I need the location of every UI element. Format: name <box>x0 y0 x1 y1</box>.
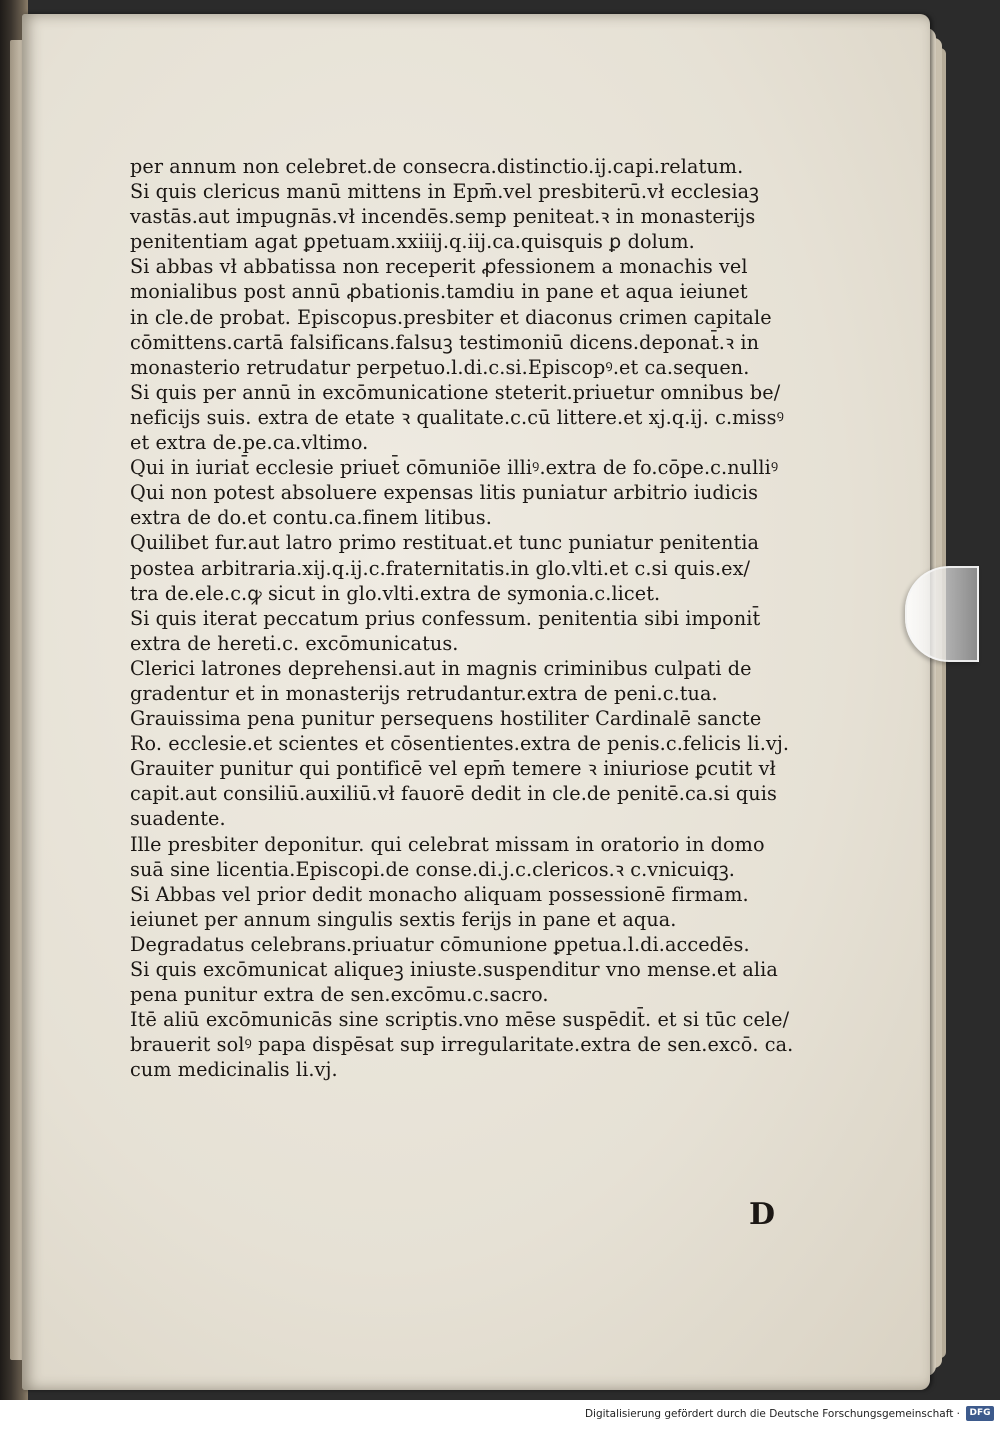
text-line: monasterio retrudatur perpetuo.l.di.c.si.Episcopꝰ.et ca.sequen. <box>130 355 750 379</box>
text-line: suadente. <box>130 807 226 831</box>
text-line: per annum non celebret.de consecra.distinctio.ij.capi.relatum. <box>130 155 744 178</box>
text-line: vastās.aut impugnās.vł incendēs.semp peniteat.ꝛ in monasterijs <box>130 205 756 229</box>
text-line: in cle.de probat. Episcopus.presbiter et diaconus crimen capitale <box>130 305 772 329</box>
text-line: Si quis per annū in excōmunicatione steterit.priuetur omnibus be/ <box>130 380 781 404</box>
text-line: Grauiter punitur qui pontificē vel epm̄ temere ꝛ iniuriose ꝑcutit vł <box>130 757 776 781</box>
text-line: neficijs suis. extra de etate ꝛ qualitate.c.cū littere.et xj.q.ij. c.missꝰ <box>130 405 785 429</box>
text-line: cōmittens.cartā falsificans.falsuꝫ testimoniū dicens.deponat̄.ꝛ in <box>130 330 760 354</box>
text-line: Itē aliū excōmunicās sine scriptis.vno mēse suspēdit̄. et si tūc cele/ <box>130 1008 790 1032</box>
text-line: suā sine licentia.Episcopi.de conse.di.j.c.clericos.ꝛ c.vnicuiqꝫ. <box>130 857 735 881</box>
text-line: Qui in iuriat̄ ecclesie priuet̄ cōmuniōe illiꝰ.extra de fo.cōpe.c.nulliꝰ <box>130 456 779 480</box>
text-line: pena punitur extra de sen.excōmu.c.sacro. <box>130 983 549 1007</box>
text-line: gradentur et in monasterijs retrudantur.extra de peni.c.tua. <box>130 681 718 705</box>
text-block <box>130 154 820 1082</box>
funding-notice: Digitalisierung gefördert durch die Deutsche Forschungsgemeinschaft · <box>584 1408 960 1420</box>
text-line: Ille presbiter deponitur. qui celebrat missam in oratorio in domo <box>130 832 765 856</box>
text-line: Grauissima pena punitur persequens hostiliter Cardinalē sancte <box>130 707 762 731</box>
text-line: extra de do.et contu.ca.finem litibus. <box>130 506 492 530</box>
text-line: Clerici latrones deprehensi.aut in magnis criminibus culpati de <box>130 656 752 680</box>
text-line: Si abbas vł abbatissa non receperit ꝓfessionem a monachis vel <box>130 255 748 279</box>
book-page <box>22 14 930 1390</box>
text-line: capit.aut consiliū.auxiliū.vł fauorē dedit in cle.de penitē.ca.si quis <box>130 782 777 806</box>
dfg-logo: DFG <box>966 1406 994 1421</box>
text-line: Quilibet fur.aut latro primo restituat.et tunc puniatur penitentia <box>130 531 760 555</box>
text-line: Si quis excōmunicat aliqueꝫ iniuste.suspenditur vno mense.et alia <box>130 958 778 981</box>
text-line: brauerit solꝰ papa dispēsat sup irregularitate.extra de sen.excō. ca. <box>130 1033 794 1057</box>
footer <box>0 1400 1000 1429</box>
text-line: et extra de.pe.ca.vltimo. <box>130 431 369 455</box>
text-line: penitentiam agat ꝑpetuam.xxiiij.q.iij.ca.quisquis ꝑ dolum. <box>130 230 695 254</box>
text-line: tra de.ele.c.ꝙ sicut in glo.vlti.extra de symonia.c.licet. <box>130 581 661 605</box>
text-line: postea arbitraria.xij.q.ij.c.fraternitatis.in glo.vlti.et c.si quis.ex/ <box>130 556 751 580</box>
text-line: Si quis clericus manū mittens in Epm̄.vel presbiterū.vł ecclesiaꝫ <box>130 180 760 204</box>
text-line: Si Abbas vel prior dedit monacho aliquam possessionē firmam. <box>130 882 749 906</box>
page-clip <box>905 566 979 662</box>
text-line: Si quis iterat peccatum prius confessum. penitentia sibi imponit̄ <box>130 606 761 630</box>
text-line: Ro. ecclesie.et scientes et cōsentientes.extra de penis.c.felicis li.vj. <box>130 732 790 756</box>
text-line: ieiunet per annum singulis sextis ferijs in pane et aqua. <box>130 907 677 931</box>
text-line: Qui non potest absoluere expensas litis puniatur arbitrio iudicis <box>130 481 759 505</box>
text-line: cum medicinalis li.vj. <box>130 1058 338 1082</box>
text-line: Degradatus celebrans.priuatur cōmunione ꝑpetua.l.di.accedēs. <box>130 932 750 956</box>
text-line: monialibus post annū ꝓbationis.tamdiu in pane et aqua ieiunet <box>130 280 748 304</box>
signature-mark: D <box>749 1197 776 1232</box>
text-line: extra de hereti.c. excōmunicatus. <box>130 631 459 655</box>
